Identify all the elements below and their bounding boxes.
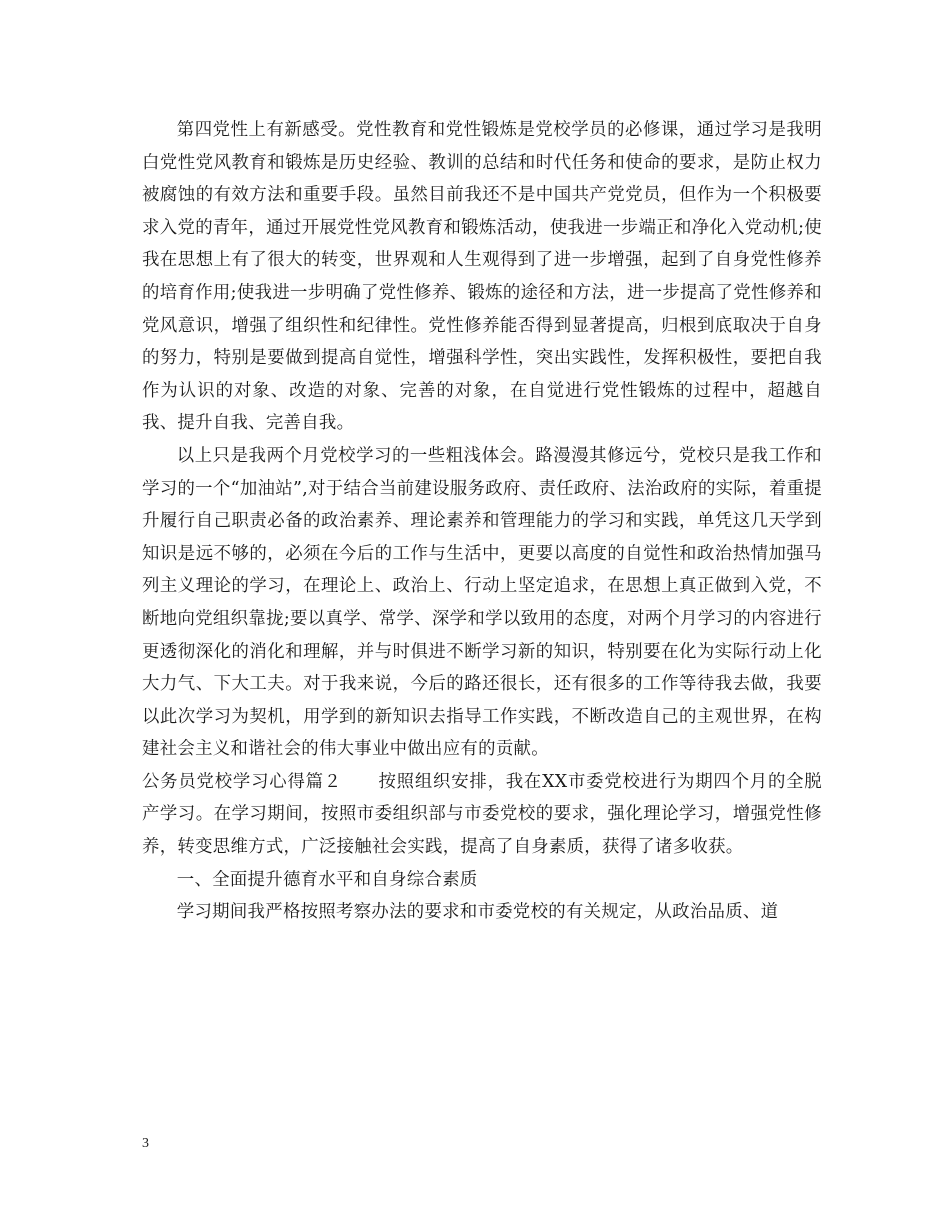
subheading: 一、全面提升德育水平和自身综合素质 <box>176 869 478 890</box>
paragraph-party-spirit: 第四党性上有新感受。党性教育和党性锻炼是党校学员的必修课，通过学习是我明白党性党风教育和锻炼是历史经验、教训的总结和时代任务和使命的要求，是防止权力被腐蚀的有效方法和重要手段。虽然目前我还不是中国共产党党员，但作为一个积极要求入党的青年，通过开展党性党风教育和锻炼活动，使我进一步端正和净化入党动机;使我在思想上有了很大的转变，世界观和人生观得到了进一步增强，起到了自身党性修养的培育作用;使我进一步明确了党性修养、锻炼的途径和方法，进一步提高了党性修养和党风意识，增强了组织性和纪律性。党性修养能否得到显著提高，归根到底取决于自身的努力，特别是要做到提高自觉性，增强科学性，突出实践性，发挥积极性，要把自我作为认识的对象、改造的对象、完善的对象，在自觉进行党性锻炼的过程中，超越自我、提升自我、完善自我。 <box>142 120 822 434</box>
section-heading: 公务员党校学习心得篇２ <box>142 771 342 792</box>
page-number: 3 <box>142 1136 149 1151</box>
section-intro-text: 按照组织安排，我在XX市委党校进行为期四个月的全脱产学习。在学习期间，按照市委组织部与市委党校的要求，强化理论学习，增强党性修养，转变思维方式，广泛接触社会实践，提高了自身素质，获得了诸多收获。 <box>142 771 823 858</box>
paragraph-section-intro <box>142 766 822 864</box>
paragraph-study-summary: 以上只是我两个月党校学习的一些粗浅体会。路漫漫其修远兮，党校只是我工作和学习的一个“加油站”,对于结合当前建设服务政府、责任政府、法治政府的实际，着重提升履行自己职责必备的政治素养、理论素养和管理能力的学习和实践，单凭这几天学到知识是远不够的，必须在今后的工作与生活中，更要以高度的自觉性和政治热情加强马列主义理论的学习，在理论上、政治上、行动上坚定追求，在思想上真正做到入党，不断地向党组织靠拢;要以真学、常学、深学和学以致用的态度，对两个月学习的内容进行更透彻深化的消化和理解，并与时俱进不断学习新的知识，特别要在化为实际行动上化大力气、下大工夫。对于我来说，今后的路还很长，还有很多的工作等待我去做，我要以此次学习为契机，用学到的新知识去指导工作实践，不断改造自己的主观世界，在构建社会主义和谐社会的伟大事业中做出应有的贡献。 <box>142 445 822 760</box>
paragraph-last: 学习期间我严格按照考察办法的要求和市委党校的有关规定，从政治品质、道 <box>176 902 779 923</box>
document-page <box>142 114 822 929</box>
